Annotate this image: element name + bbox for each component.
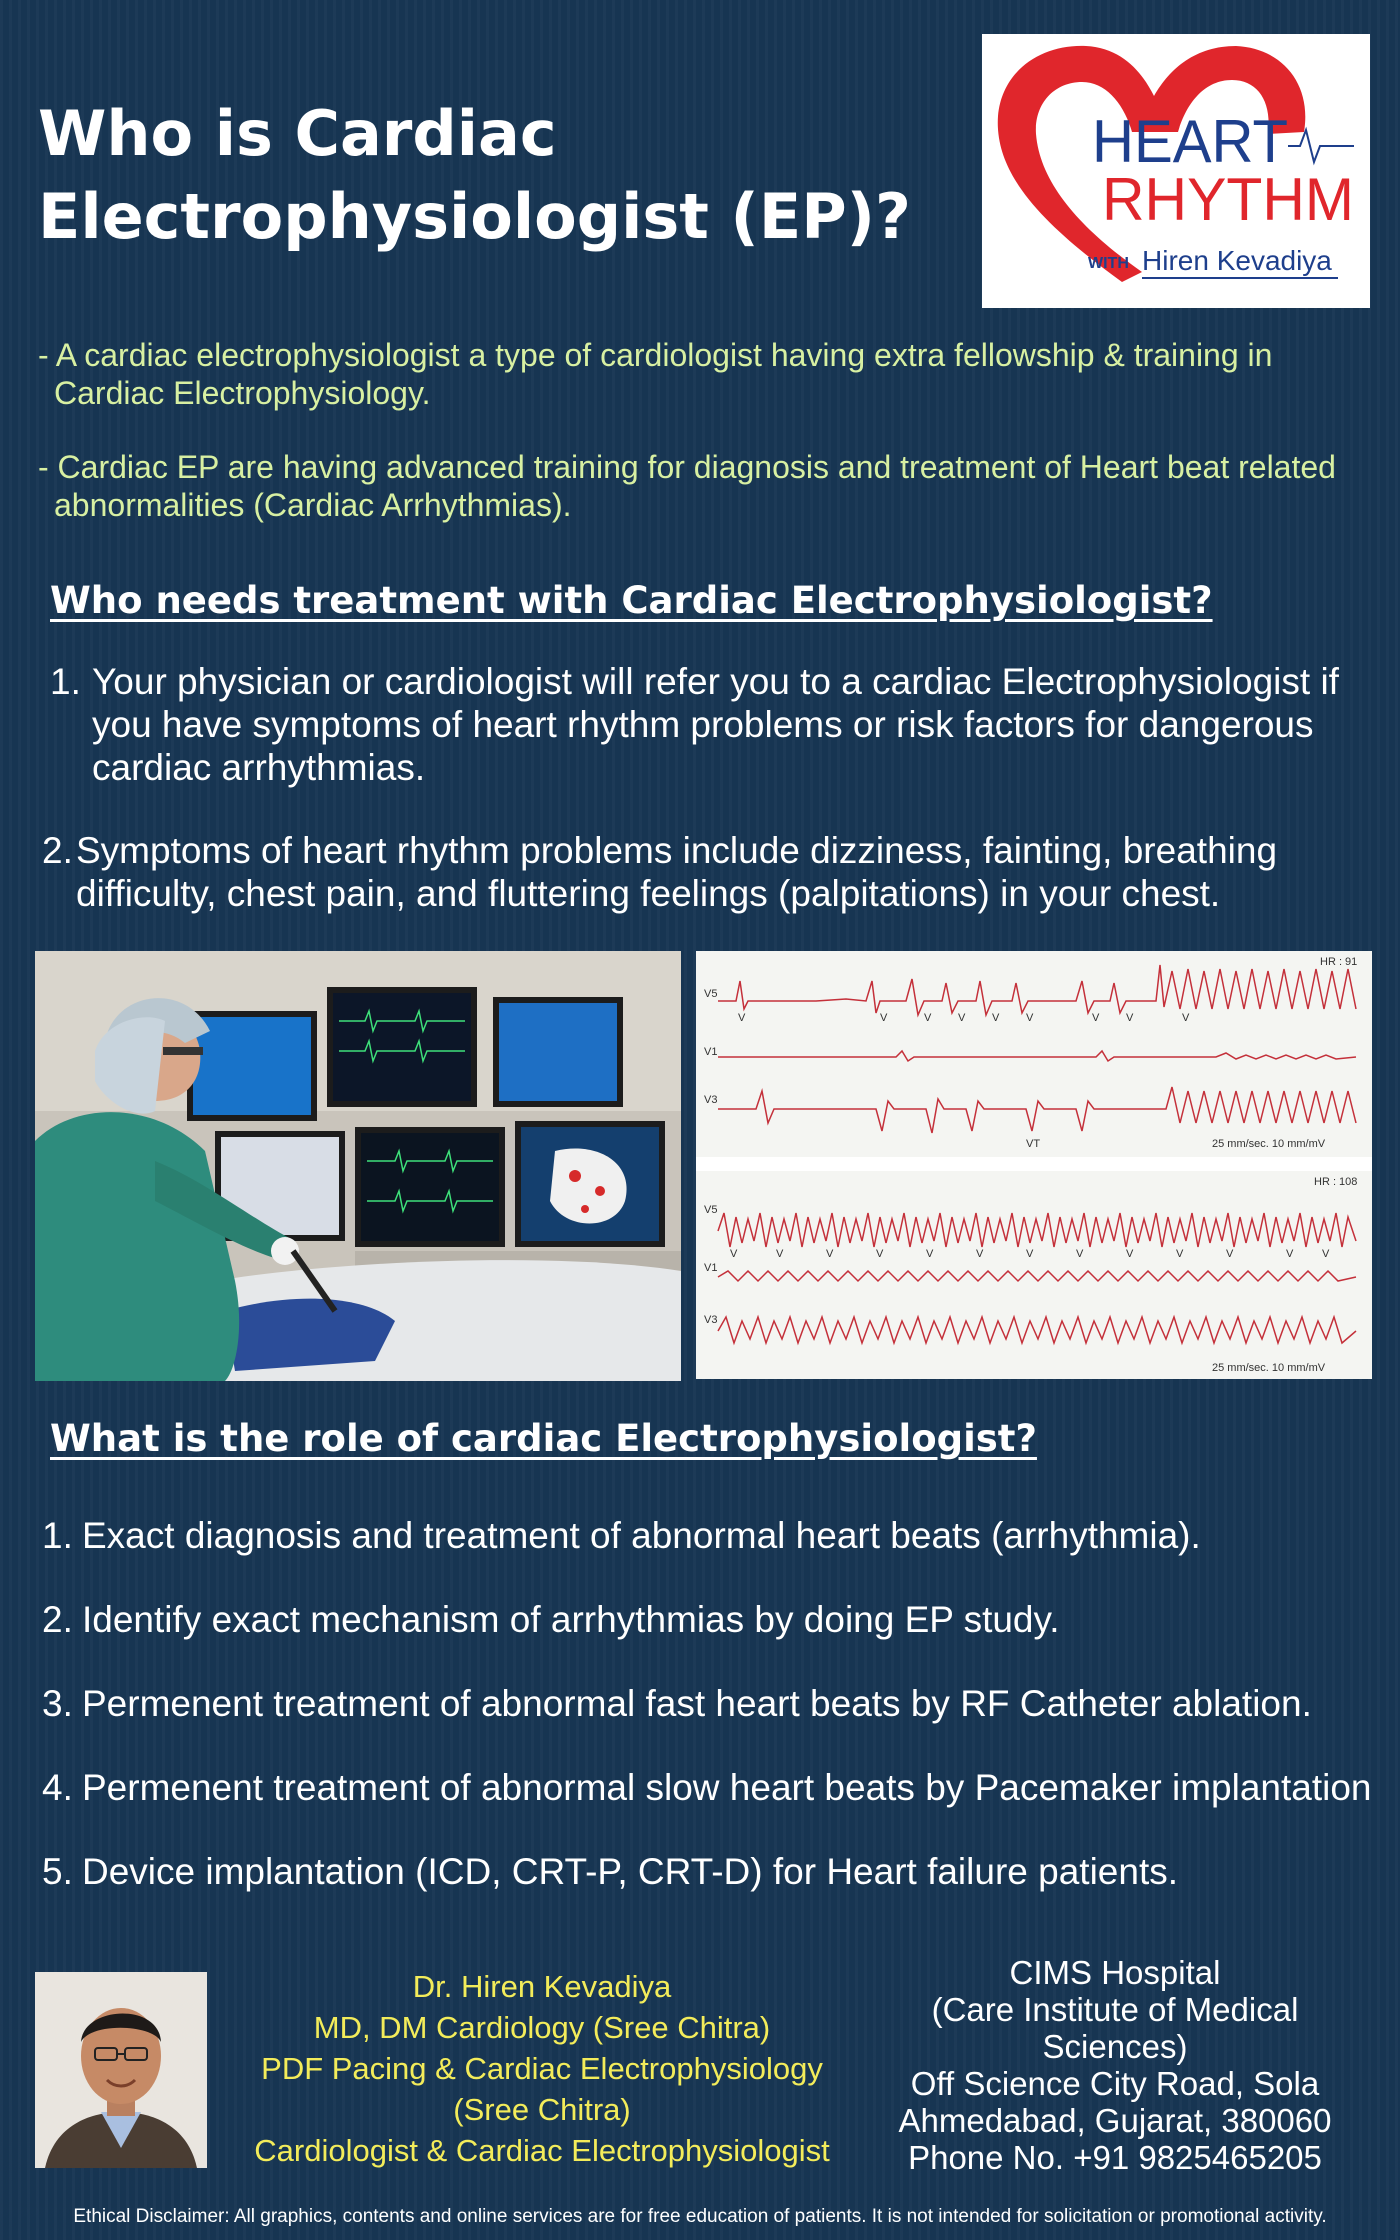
- ecg-marker: V: [958, 1012, 966, 1024]
- list-item: [42, 1850, 1372, 1894]
- heart-logo-icon: [982, 34, 1370, 308]
- ecg-lead-label: V5: [704, 1204, 718, 1216]
- ecg-marker: V: [1226, 1248, 1234, 1260]
- ecg-lead-label: V1: [704, 1262, 718, 1274]
- ecg-marker: V: [1322, 1248, 1330, 1260]
- ecg-marker: V: [776, 1248, 784, 1260]
- list-item: [50, 660, 1370, 789]
- ecg-marker: V: [1026, 1248, 1034, 1260]
- intro-paragraph-1: - A cardiac electrophysiologist a type of cardiologist having extra fellowship & training in Cardiac Electrophysiology.: [38, 337, 1273, 411]
- ecg-hr-1: HR : 91: [1320, 956, 1358, 968]
- ecg-marker: V: [1126, 1248, 1134, 1260]
- list-item: [42, 1682, 1372, 1726]
- list-item-text: Permenent treatment of abnormal fast heart beats by RF Catheter ablation.: [82, 1683, 1312, 1724]
- hospital-full-name: (Care Institute of Medical: [931, 1991, 1299, 2028]
- ecg-speed-1: 25 mm/sec. 10 mm/mV: [1212, 1138, 1326, 1150]
- list-item-number: 1.: [42, 1515, 73, 1556]
- doctor-fellowship: PDF Pacing & Cardiac Electrophysiology: [261, 2051, 823, 2086]
- logo-with: WITH: [1088, 255, 1129, 272]
- ecg-marker: V: [876, 1248, 884, 1260]
- role-list: [42, 1514, 1372, 1894]
- list-item-number: 4.: [42, 1767, 73, 1808]
- ecg-speed-2: 25 mm/sec. 10 mm/mV: [1212, 1362, 1326, 1374]
- ecg-vt-label: VT: [1026, 1138, 1041, 1150]
- doctor-name: Dr. Hiren Kevadiya: [412, 1969, 672, 2004]
- ecg-marker: V: [1026, 1012, 1034, 1024]
- ecg-marker: V: [1176, 1248, 1184, 1260]
- ecg-marker: V: [826, 1248, 834, 1260]
- logo-line2: RHYTHM: [1102, 166, 1354, 233]
- ecg-marker: V: [738, 1012, 746, 1024]
- ecg-marker: V: [924, 1012, 932, 1024]
- list-item: [42, 1766, 1372, 1810]
- ecg-lead-label: V3: [704, 1094, 718, 1106]
- ecg-hr-2: HR : 108: [1314, 1176, 1358, 1188]
- list-item: [42, 1598, 1372, 1642]
- ecg-marker: V: [1126, 1012, 1134, 1024]
- doctor-photo: [35, 1972, 207, 2168]
- ecg-strips: [696, 951, 1372, 1379]
- needs-section-heading: Who needs treatment with Cardiac Electrophysiologist?: [50, 579, 1213, 622]
- ep-lab-photo: [35, 951, 681, 1381]
- ecg-marker: V: [976, 1248, 984, 1260]
- hospital-phone: Phone No. +91 9825465205: [908, 2139, 1322, 2176]
- ecg-marker: V: [1092, 1012, 1100, 1024]
- ecg-marker: V: [1076, 1248, 1084, 1260]
- intro-paragraph-2: - Cardiac EP are having advanced training for diagnosis and treatment of Heart beat related abnormalities (Cardiac Arrhythmias).: [38, 449, 1336, 523]
- doctor-fellowship-institute: (Sree Chitra): [453, 2092, 631, 2127]
- logo-line1: HEART: [1092, 108, 1288, 175]
- role-section-heading: What is the role of cardiac Electrophysiologist?: [50, 1417, 1037, 1460]
- page-title: Who is Cardiac Electrophysiologist (EP)?: [38, 97, 911, 253]
- ecg-marker: V: [1286, 1248, 1294, 1260]
- list-item: [42, 1514, 1372, 1558]
- ecg-lead-label: V5: [704, 988, 718, 1000]
- ecg-lead-label: V3: [704, 1314, 718, 1326]
- heart-rhythm-logo: [982, 34, 1370, 308]
- doctor-info: [222, 1966, 862, 2171]
- ethical-disclaimer: Ethical Disclaimer: All graphics, contents and online services are for free education of patients. It is not intended for solicitation or promotional activity.: [73, 2206, 1327, 2227]
- doctor-degree: MD, DM Cardiology (Sree Chitra): [313, 2010, 771, 2045]
- list-item-text: Permenent treatment of abnormal slow heart beats by Pacemaker implantation: [82, 1767, 1372, 1808]
- list-item-text: Your physician or cardiologist will refer you to a cardiac Electrophysiologist if you have symptoms of heart rhythm problems or risk factors for dangerous cardiac arrhythmias.: [92, 661, 1339, 788]
- doctor-specialty: Cardiologist & Cardiac Electrophysiologist: [254, 2133, 830, 2168]
- list-item-text: Symptoms of heart rhythm problems include dizziness, fainting, breathing difficulty, chest pain, and fluttering feelings (palpitations) in your chest.: [76, 830, 1278, 914]
- list-item-number: 1.: [50, 661, 81, 702]
- ecg-marker: V: [926, 1248, 934, 1260]
- hospital-name: CIMS Hospital: [1009, 1954, 1221, 1991]
- hospital-full-name-cont: Sciences): [1042, 2028, 1188, 2065]
- ecg-marker: V: [730, 1248, 738, 1260]
- ecg-marker: V: [1182, 1012, 1190, 1024]
- list-item-text: Exact diagnosis and treatment of abnormal heart beats (arrhythmia).: [82, 1515, 1201, 1556]
- hospital-address-line1: Off Science City Road, Sola: [910, 2065, 1320, 2102]
- needs-list: [42, 660, 1370, 915]
- hospital-address-line2: Ahmedabad, Gujarat, 380060: [898, 2102, 1332, 2139]
- list-item: [42, 829, 1370, 915]
- list-item-text: Device implantation (ICD, CRT-P, CRT-D) for Heart failure patients.: [82, 1851, 1178, 1892]
- list-item-number: 2.: [42, 1599, 73, 1640]
- list-item-number: 5.: [42, 1851, 73, 1892]
- ecg-lead-label: V1: [704, 1046, 718, 1058]
- list-item-text: Identify exact mechanism of arrhythmias by doing EP study.: [82, 1599, 1060, 1640]
- ecg-marker: V: [880, 1012, 888, 1024]
- hospital-info: [880, 1954, 1350, 2176]
- list-item-number: 3.: [42, 1683, 73, 1724]
- ecg-marker: V: [992, 1012, 1000, 1024]
- logo-name: Hiren Kevadiya: [1142, 245, 1332, 276]
- list-item-number: 2.: [42, 830, 73, 871]
